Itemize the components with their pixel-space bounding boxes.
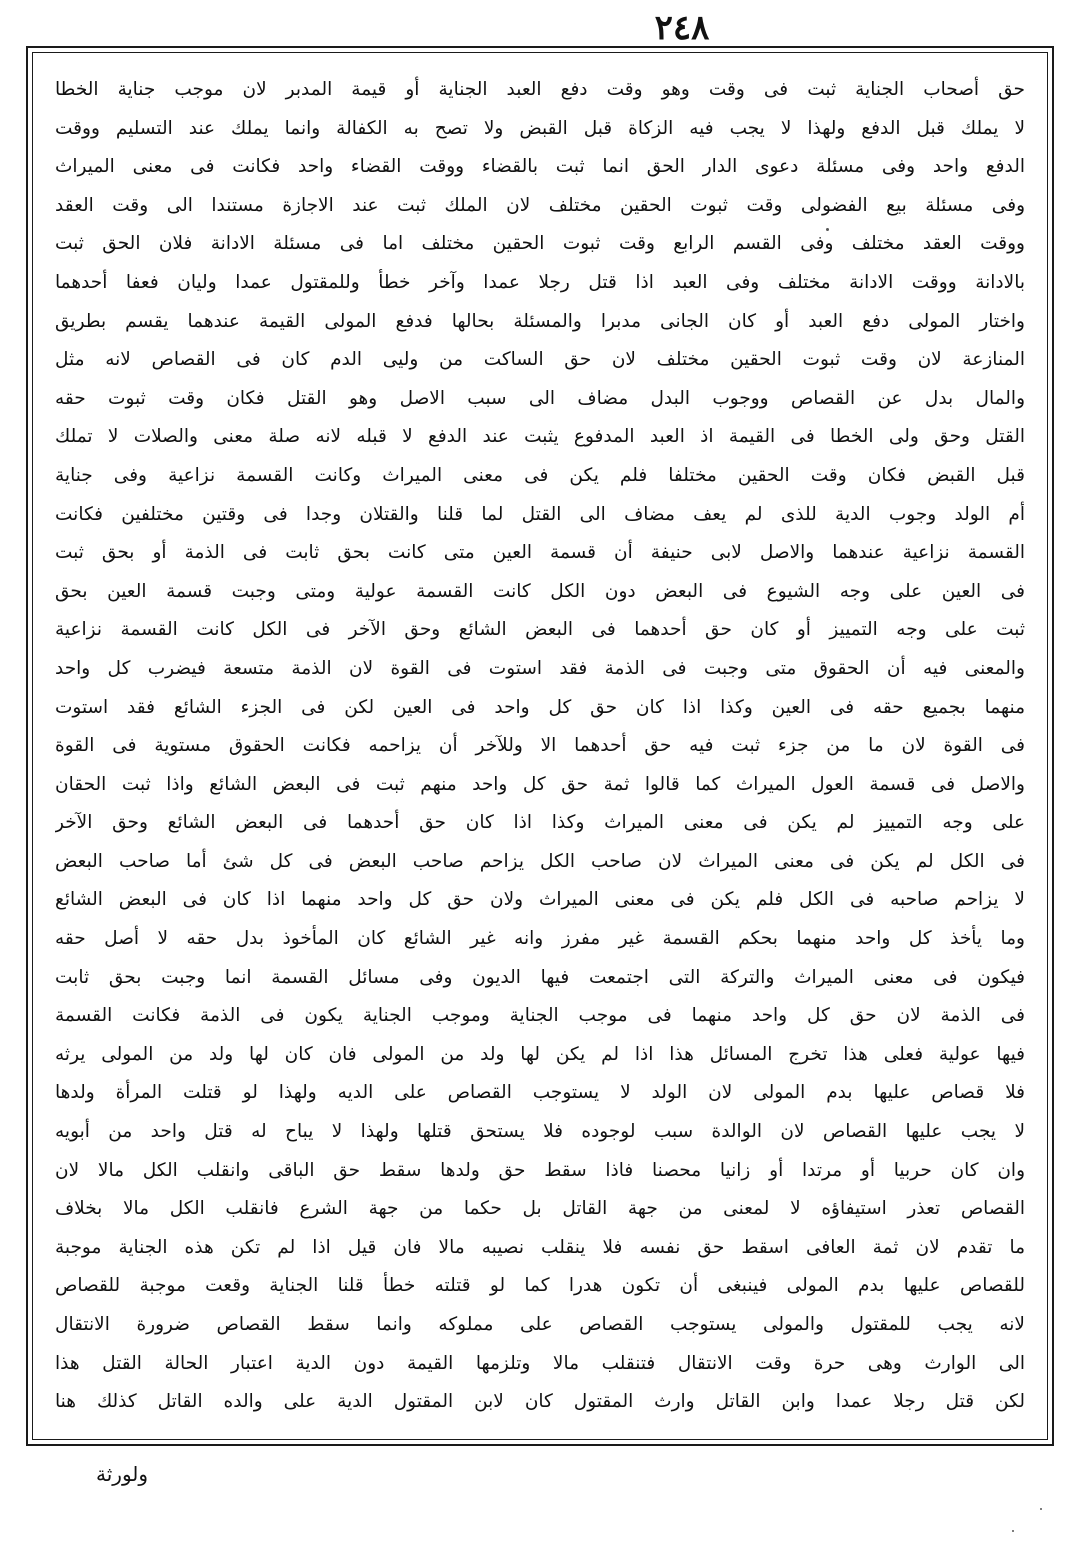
text-line: فيها عولية فعلى هذا تخرج المسائل هذا اذا لم يكن لها ولد من المولى فان كان لها ولد من المولى يرثه bbox=[55, 1043, 1025, 1065]
text-line: حق أصحاب الجناية ثبت فى وقت وهو وقت دفع العبد الجناية أو قيمة المدبر لان موجب جناية الخطا bbox=[55, 79, 1025, 100]
text-line: القتل وحق ولى الخطا فى القيمة اذ العبد المدفوع يثبت عند الدفع لا قبله لانه صلة معنى والصلات لا تملك bbox=[55, 426, 1025, 448]
text-line: لا يجب عليها القصاص لان الوالدة سبب لوجوده فلا يستحق قتلها ولهذا لا يباح له قتل واحد من أبويه bbox=[55, 1121, 1025, 1143]
text-line: فى الكل لم يكن فى معنى الميراث لان صاحب الكل يزاحم صاحب البعض فى كل شئ أما صاحب البعض bbox=[55, 850, 1025, 872]
text-line: الى الوارث وهى حرة وقت الانتقال فتنقلب مالا وتلزمها القيمة دون الدية اعتبار الحالة القتل هذا bbox=[55, 1352, 1025, 1374]
text-line: المنازعة لان وقت ثبوت الحقين مختلف لان حق الساكت من وليى الدم كان فى القصاص لانه مثل bbox=[55, 349, 1025, 371]
text-line: والاصل فى قسمة العول الميراث كما قالوا ثمة حق كل واحد منهم ثبت فى البعض الشائع واذا ثبت الحقان bbox=[55, 773, 1025, 795]
text-line: بالادانة ووقت الادانة مختلف وفى العبد اذا قتل رجلا عمدا وآخر خطأ وللمقتول عمدا وليان فعفا أحدهما bbox=[55, 271, 1025, 293]
text-line: فى الذمة لان حق كل واحد منهما فى موجب الجناية وموجب الجناية يكون فى الذمة فكانت القسمة bbox=[55, 1005, 1025, 1027]
text-line: ثبت على وجه التمييز أو كان حق أحدهما فى البعض الشائع وحق الآخر فى الكل كانت القسمة نزاعية bbox=[55, 619, 1025, 641]
catchword: ولورثة bbox=[96, 1462, 149, 1486]
text-line: فى القوة لان ما من جزء ثبت فيه حق أحدهما الا وللآخر أن يزاحمه فكانت الحقوق مستوية فى القوة bbox=[55, 735, 1025, 757]
text-line: وفى مسئلة بيع الفضولى وقت ثبوت الحقين مختلف لان الملك ثبت عند الاجازة مستندا الى وقت العقد bbox=[55, 194, 1025, 216]
text-line: ما تقدم لان ثمة العافى اسقط حق نفسه فلا ينقلب نصيبه مالا فان قيل اذا لم تكن هذه الجناية موجبة bbox=[55, 1236, 1025, 1258]
text-line: للقصاص عليها بدم المولى فينبغى أن تكون هدرا كما لو قتلته خطأ قلنا الجناية وقعت موجبة للقصاص bbox=[55, 1275, 1025, 1297]
text-line: لا يزاحم صاحبه فى الكل فلم يكن فى معنى الميراث ولان حق كل واحد منهما اذا كان فى البعض الشائع bbox=[55, 889, 1025, 911]
text-line: وما يأخذ كل واحد منهما بحكم القسمة غير مفرز وانه غير الشائع كان المأخوذ بدل حقه لا أصل حقه bbox=[55, 928, 1025, 950]
text-line: والمال بدل عن القصاص ووجوب البدل مضاف الى سبب الاصل وهو القتل فكان وقت ثبوت حقه bbox=[55, 387, 1025, 409]
text-line: فى العين على وجه الشيوع فى البعض دون الكل كانت القسمة عولية ومتى وجبت قسمة العين بحق bbox=[55, 580, 1025, 602]
page-border-outer bbox=[26, 46, 1054, 1446]
text-line: الدفع واحد وفى مسئلة دعوى الدار الحق انما ثبت بالقضاء ووقت القضاء واحد فكانت فى معنى الميراث bbox=[55, 156, 1025, 178]
text-line: لا يملك قبل الدفع ولهذا لا يجب فيه الزكاة قبل القبض ولا تصح به الكفالة وانما يملك عند التسليم ووقت bbox=[55, 117, 1025, 139]
page-number: ٢٤٨ bbox=[654, 8, 710, 48]
text-line: فيكون فى معنى الميراث والتركة التى اجتمعت فيها الديون وفى مسائل القسمة انما وجبت بحق ثابت bbox=[55, 966, 1025, 988]
text-line: لانه يجب للمقتول والمولى يستوجب القصاص على مملوكه وانما سقط القصاص ضرورة الانتقال bbox=[55, 1314, 1025, 1335]
page-border-inner bbox=[32, 52, 1048, 1440]
text-line: فلا قصاص عليها بدم المولى لان الولد لا يستوجب القصاص على الديه ولهذا لو قتلت المرأة ولدها bbox=[55, 1082, 1025, 1104]
paper-speck bbox=[1040, 1508, 1042, 1510]
text-line: ووقت العقد مختلف وفى القسم الرابع وقت ثبوت الحقين مختلف اما فى مسئلة الادانة فلان الحق ثبت bbox=[55, 233, 1025, 255]
text-line: منهما بجميع حقه فى العين وكذا اذا كان حق كل واحد فى العين لكن فى الجزء الشائع فقد استوت bbox=[55, 696, 1025, 718]
text-line: وان كان حربيا أو مرتدا أو زانيا محصنا فاذا سقط حق ولدها سقط حق الباقى وانقلب الكل مالا لان bbox=[55, 1159, 1025, 1181]
paper-speck bbox=[1012, 1530, 1014, 1532]
text-line: أم الولد وجوب الدية للذى لم يعف مضاف الى القتل لما قلنا والقتلان وجدا فى وقتين مختلفين فكانت bbox=[55, 503, 1025, 525]
text-line: القسمة نزاعية عندهما والاصل لابى حنيفة أن قسمة العين متى كانت بحق ثابت فى الذمة أو بحق ثبت bbox=[55, 542, 1025, 564]
text-line: واختار المولى دفع العبد أو كان الجانى مدبرا والمسئلة بحالها فدفع المولى القيمة عندهما يقسم بطريق bbox=[55, 310, 1025, 332]
text-block bbox=[55, 71, 1025, 1422]
text-line: لكن قتل رجلا عمدا وابن القاتل وارث المقتول كان لابن المقتول الدية على والده القاتل كذلك هنا bbox=[55, 1391, 1025, 1413]
text-line: والمعنى فيه أن الحقوق متى وجبت فى الذمة فقد استوت فى القوة لان الذمة متسعة فيضرب كل واحد bbox=[55, 657, 1025, 679]
paper-speck bbox=[826, 228, 829, 231]
text-line: قبل القبض فكان وقت الحقين مختلفا فلم يكن فى معنى الميراث وكانت القسمة نزاعية وفى جناية bbox=[55, 464, 1025, 486]
text-line: على وجه التمييز لم يكن فى معنى الميراث وكذا اذا كان حق أحدهما فى البعض الشائع وحق الآخر bbox=[55, 812, 1025, 834]
text-line: القصاص تعذر استيفاؤه لا لمعنى من جهة القاتل بل حكما من جهة الشرع فانقلب الكل مالا بخلاف bbox=[55, 1198, 1025, 1220]
